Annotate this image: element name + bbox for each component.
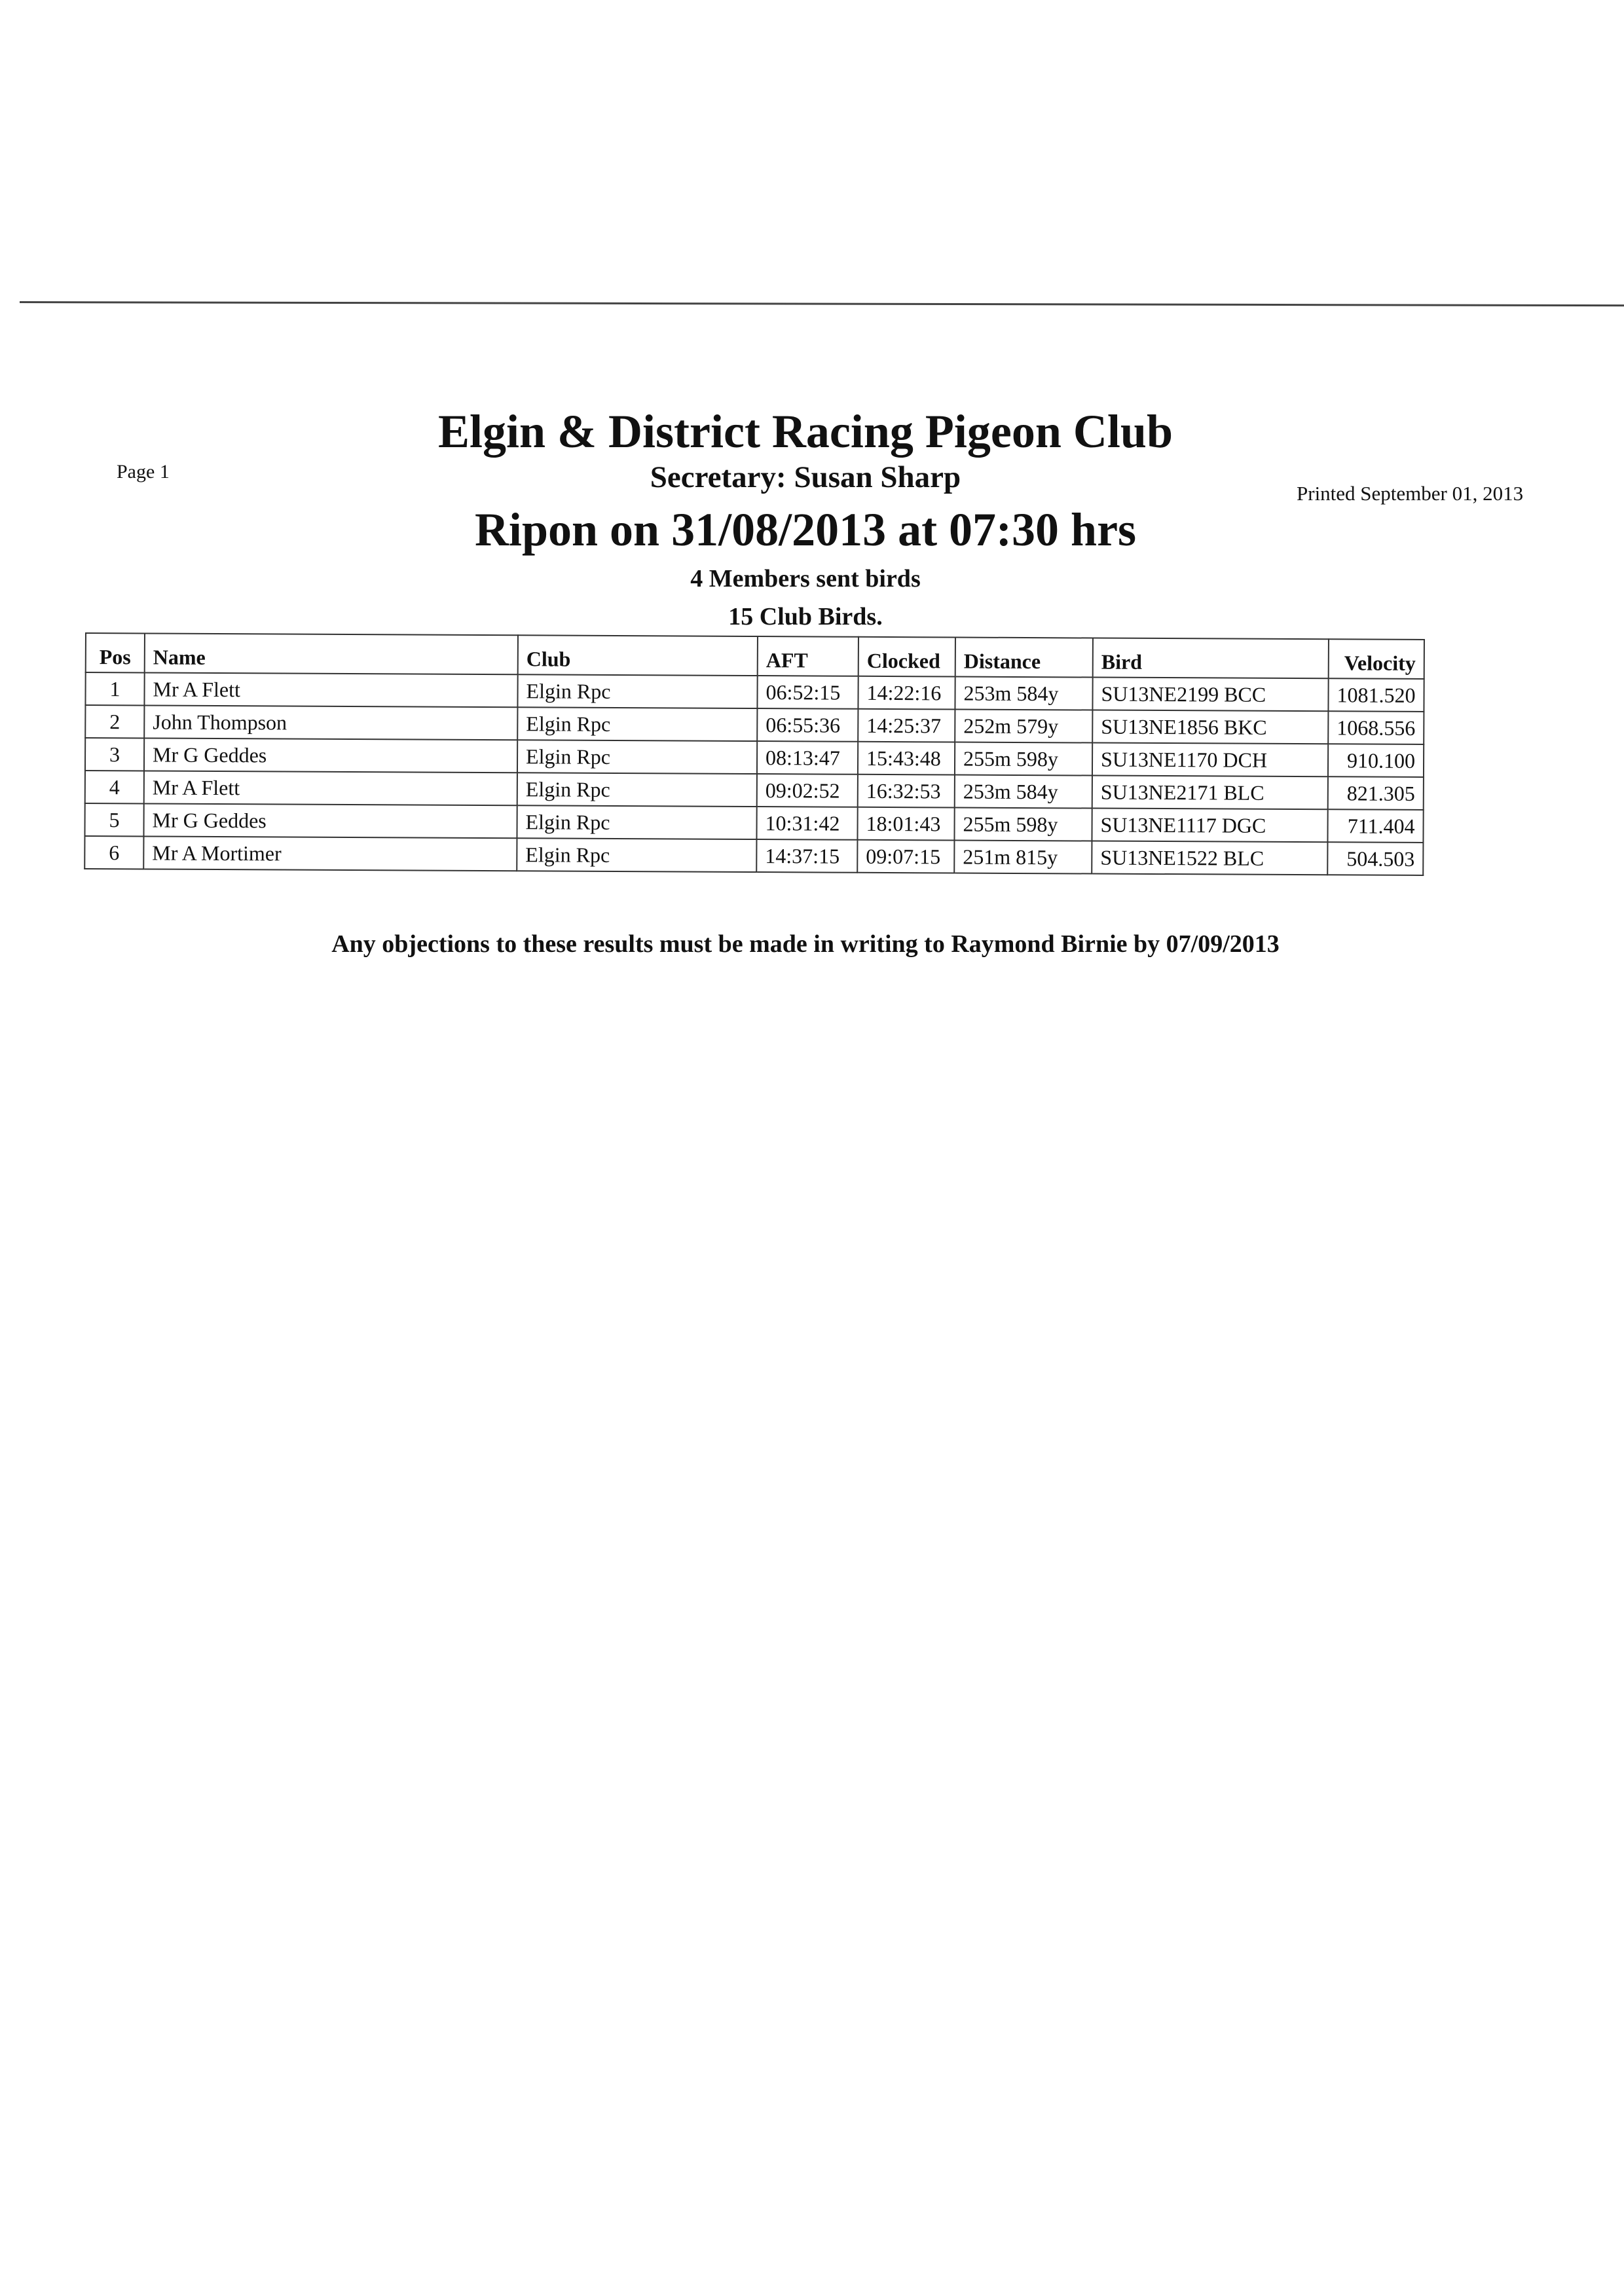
cell-bird: SU13NE2171 BLC xyxy=(1092,776,1328,810)
cell-aft: 09:02:52 xyxy=(757,774,858,807)
results-table xyxy=(84,632,1425,876)
column-header-name: Name xyxy=(145,633,518,674)
cell-pos: 6 xyxy=(84,836,143,869)
cell-distance: 252m 579y xyxy=(955,709,1092,742)
members-count-line: 4 Members sent birds xyxy=(690,565,921,592)
cell-velocity: 910.100 xyxy=(1328,744,1424,777)
column-header-distance: Distance xyxy=(955,637,1093,677)
cell-distance: 251m 815y xyxy=(954,840,1092,873)
cell-velocity: 504.503 xyxy=(1327,842,1423,875)
cell-clocked: 14:25:37 xyxy=(858,709,955,742)
cell-bird: SU13NE2199 BCC xyxy=(1092,678,1328,712)
cell-clocked: 09:07:15 xyxy=(857,840,954,873)
cell-pos: 3 xyxy=(85,738,144,771)
cell-club: Elgin Rpc xyxy=(517,674,757,708)
printed-date-label: Printed September 01, 2013 xyxy=(1297,482,1524,505)
cell-distance: 253m 584y xyxy=(955,774,1092,808)
column-header-clocked: Clocked xyxy=(858,637,955,677)
cell-bird: SU13NE1170 DCH xyxy=(1092,743,1328,777)
column-header-bird: Bird xyxy=(1093,638,1329,679)
cell-aft: 06:55:36 xyxy=(757,708,858,742)
cell-pos: 4 xyxy=(85,771,144,803)
cell-clocked: 14:22:16 xyxy=(858,676,955,710)
cell-name: John Thompson xyxy=(144,705,517,740)
table-row xyxy=(84,836,1423,875)
table-header-row xyxy=(86,633,1424,679)
cell-clocked: 18:01:43 xyxy=(857,807,954,841)
cell-velocity: 821.305 xyxy=(1328,776,1424,810)
cell-club: Elgin Rpc xyxy=(517,773,757,807)
page-number-label: Page 1 xyxy=(117,461,170,483)
club-title: Elgin & District Racing Pigeon Club xyxy=(437,405,1173,458)
cell-club: Elgin Rpc xyxy=(517,707,757,741)
cell-pos: 1 xyxy=(85,672,144,705)
cell-bird: SU13NE1117 DGC xyxy=(1092,809,1327,843)
column-header-aft: AFT xyxy=(758,636,858,676)
cell-pos: 5 xyxy=(84,803,143,836)
cell-velocity: 1068.556 xyxy=(1328,711,1424,744)
top-rule-line xyxy=(20,301,1624,306)
cell-name: Mr G Geddes xyxy=(143,803,517,838)
cell-aft: 06:52:15 xyxy=(757,676,858,709)
column-header-velocity: Velocity xyxy=(1329,639,1424,679)
cell-velocity: 1081.520 xyxy=(1328,678,1424,712)
cell-aft: 14:37:15 xyxy=(756,839,857,873)
column-header-pos: Pos xyxy=(86,633,145,672)
cell-bird: SU13NE1522 BLC xyxy=(1092,841,1327,875)
cell-club: Elgin Rpc xyxy=(517,805,756,839)
column-header-club: Club xyxy=(518,635,758,676)
club-birds-line: 15 Club Birds. xyxy=(728,603,883,630)
secretary-line: Secretary: Susan Sharp xyxy=(650,460,961,494)
cell-name: Mr G Geddes xyxy=(144,738,517,773)
race-title: Ripon on 31/08/2013 at 07:30 hrs xyxy=(474,503,1137,556)
cell-name: Mr A Mortimer xyxy=(143,836,517,871)
cell-club: Elgin Rpc xyxy=(517,838,756,872)
cell-clocked: 15:43:48 xyxy=(858,742,955,775)
cell-aft: 10:31:42 xyxy=(756,807,857,840)
cell-name: Mr A Flett xyxy=(144,771,517,805)
cell-bird: SU13NE1856 BKC xyxy=(1092,710,1328,744)
cell-distance: 253m 584y xyxy=(955,676,1092,710)
cell-name: Mr A Flett xyxy=(144,672,517,707)
cell-club: Elgin Rpc xyxy=(517,740,757,774)
cell-distance: 255m 598y xyxy=(955,742,1092,775)
cell-clocked: 16:32:53 xyxy=(858,774,955,808)
cell-aft: 08:13:47 xyxy=(757,741,858,774)
cell-pos: 2 xyxy=(85,705,144,738)
objection-notice: Any objections to these results must be made in writing to Raymond Birnie by 07/09/2013 xyxy=(331,930,1280,958)
cell-distance: 255m 598y xyxy=(954,807,1092,841)
cell-velocity: 711.404 xyxy=(1327,809,1423,843)
